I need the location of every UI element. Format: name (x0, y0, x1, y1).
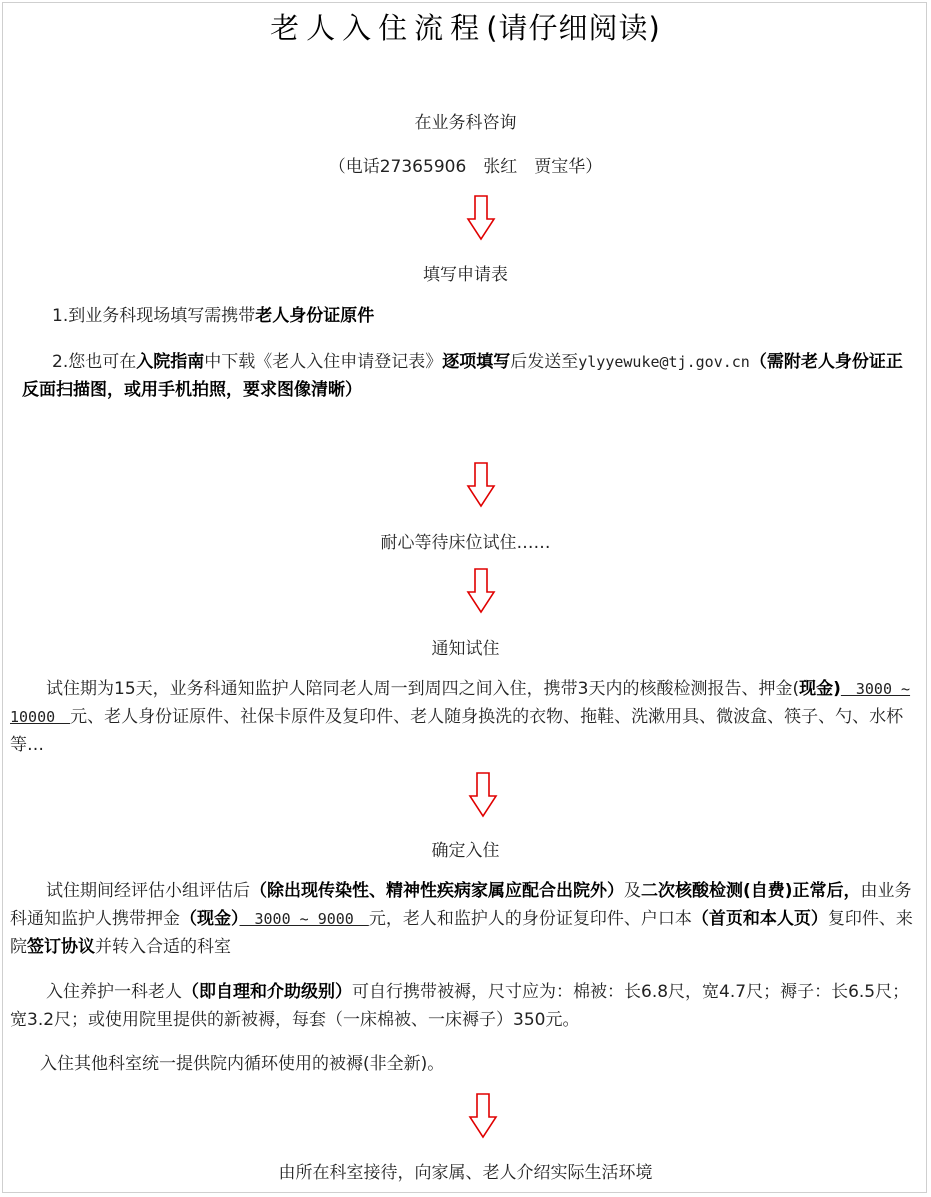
down-arrow-icon (466, 462, 496, 508)
step-confirm: 确定入住 (431, 841, 500, 861)
item-onsite: 1.到业务科现场填写需携带老人身份证原件 (52, 306, 375, 326)
step-wait: 耐心等待床位试住…… (380, 533, 551, 553)
step-reception: 由所在科室接待，向家属、老人介绍实际生活环境 (278, 1163, 653, 1183)
down-arrow-icon (468, 772, 498, 818)
down-arrow-icon (466, 195, 496, 241)
step-trial-notice: 通知试住 (431, 639, 500, 659)
consult-contact: （电话27365906 张红 贾宝华） (328, 157, 603, 177)
trial-deposit-amount: 3000 ~ 10000 (10, 680, 911, 726)
step-application: 填写申请表 (423, 265, 508, 285)
down-arrow-icon (468, 1093, 498, 1139)
page-title (0, 6, 931, 47)
trial-paragraph: 试住期为15天，业务科通知监护人陪同老人周一到周四之间入住，携带3天内的核酸检测报告、押金(现金) 3000 ~ 10000 元、老人身份证原件、社保卡原件及复印件、老人随身换洗的衣物、拖鞋、洗漱用具、微波盒、筷子、勺、水杯等… (10, 679, 911, 755)
down-arrow-icon (466, 568, 496, 614)
email-address[interactable]: ylyyewuke@tj.gov.cn (578, 353, 750, 371)
title-note: (请仔细阅读) (486, 11, 661, 45)
confirm-paragraph: 试住期间经评估小组评估后（除出现传染性、精神性疾病家属应配合出院外）及二次核酸检测(自费)正常后，由业务科通知监护人携带押金（现金） 3000 ~ 9000 元，老人和监护人的身份证复印件、户口本（首页和本人页）复印件、来院签订协议并转入合适的科室 (10, 881, 913, 957)
confirm-deposit-amount: 3000 ~ 9000 (239, 910, 369, 928)
other-bedding-note: 入住其他科室统一提供院内循环使用的被褥(非全新)。 (40, 1054, 445, 1074)
title-main: 老人入住流程 (270, 11, 487, 45)
item-download: 2.您也可在入院指南中下载《老人入住申请登记表》逐项填写后发送至ylyyewuke@tj.gov.cn（需附老人身份证正反面扫描图，或用手机拍照，要求图像清晰） (22, 352, 903, 400)
bedding-paragraph: 入住养护一科老人（即自理和介助级别）可自行携带被褥，尺寸应为：棉被：长6.8尺，宽4.7尺；褥子：长6.5尺；宽3.2尺；或使用院里提供的新被褥，每套（一床棉被、一床褥子）350元。 (10, 982, 910, 1030)
step-consult: 在业务科咨询 (414, 113, 517, 133)
